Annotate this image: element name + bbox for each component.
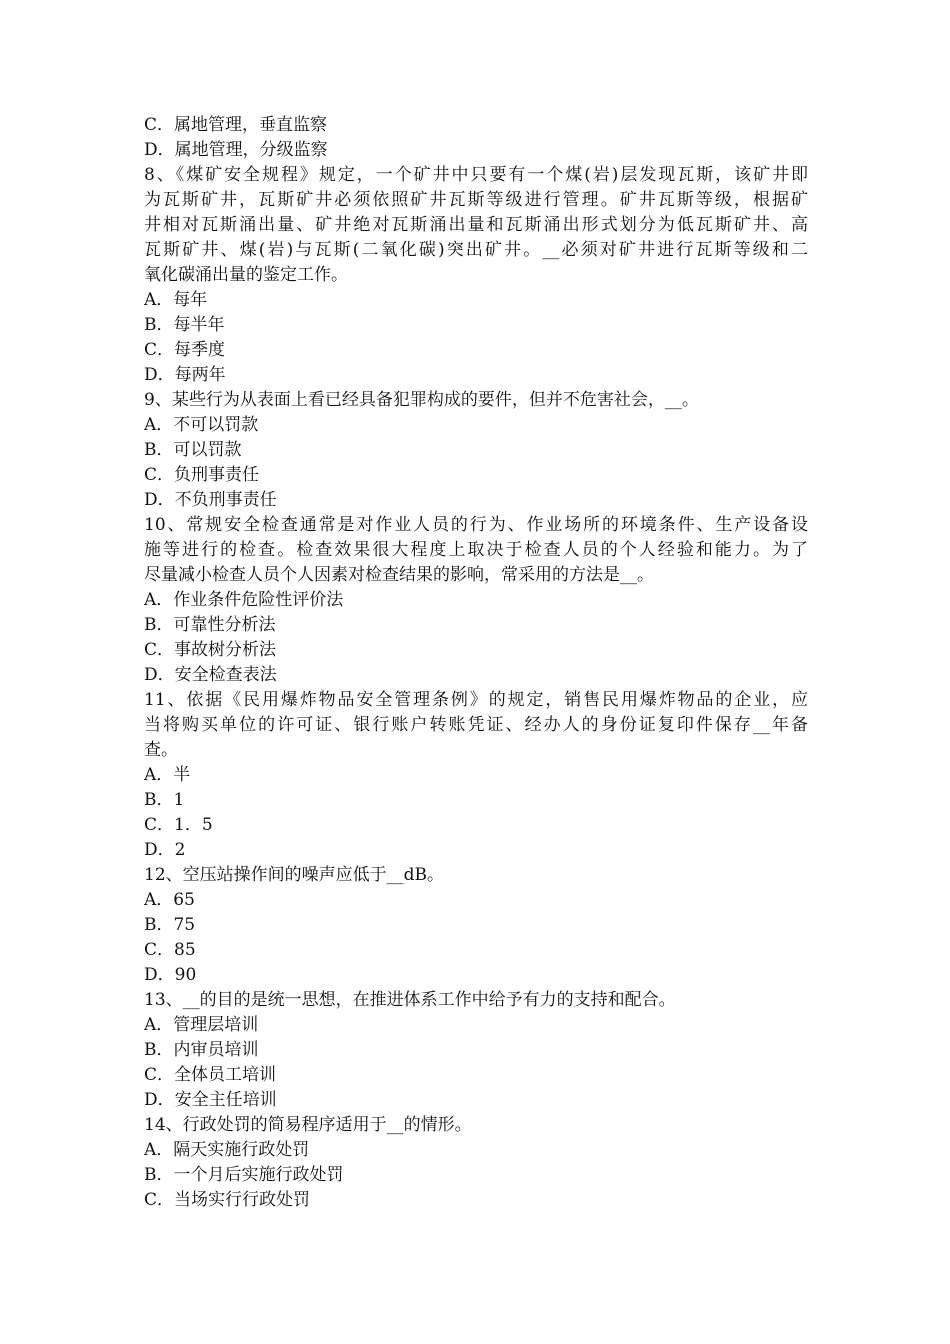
option-d: D．2	[144, 840, 186, 860]
option-d: D．每两年	[144, 365, 226, 385]
question-stem-line: 14、行政处罚的简易程序适用于__的情形。	[144, 1115, 472, 1135]
option-b: B．可靠性分析法	[144, 615, 276, 635]
question-stem-line: 为瓦斯矿井，瓦斯矿井必须依照矿井瓦斯等级进行管理。矿井瓦斯等级，根据矿	[144, 190, 808, 210]
question-12	[144, 863, 808, 988]
question-14	[144, 1113, 808, 1213]
option-c: C．事故树分析法	[144, 640, 277, 660]
option-a: A．每年	[144, 290, 208, 310]
option-c: C．85	[144, 940, 196, 960]
question-stem-line: 11、依据《民用爆炸物品安全管理条例》的规定，销售民用爆炸物品的企业，应	[144, 690, 808, 710]
question-10	[144, 513, 808, 688]
option-a: A．65	[144, 890, 195, 910]
option-a: A．不可以罚款	[144, 415, 259, 435]
option-c: C．每季度	[144, 340, 226, 360]
option-b: B．一个月后实施行政处罚	[144, 1165, 344, 1185]
question-stem-line: 查。	[144, 740, 178, 760]
question-stem-line: 瓦斯矿井、煤(岩)与瓦斯(二氧化碳)突出矿井。__必须对矿井进行瓦斯等级和二	[144, 240, 808, 260]
option-d: D．安全主任培训	[144, 1090, 277, 1110]
option-c: C．当场实行行政处罚	[144, 1190, 311, 1210]
question-8	[144, 163, 808, 388]
option-a: A．半	[144, 765, 191, 785]
option-d: D．不负刑事责任	[144, 490, 277, 510]
option-a: A．作业条件危险性评价法	[144, 590, 344, 610]
question-stem-line: 8、《煤矿安全规程》规定，一个矿井中只要有一个煤(岩)层发现瓦斯，该矿井即	[144, 165, 808, 185]
question-stem-line: 10、常规安全检查通常是对作业人员的行为、作业场所的环境条件、生产设备设	[144, 515, 808, 535]
option-c: C．负刑事责任	[144, 465, 260, 485]
question-stem-line: 9、某些行为从表面上看已经具备犯罪构成的要件，但并不危害社会，__。	[144, 390, 699, 410]
option-b: B．每半年	[144, 315, 225, 335]
question-stem-line: 氧化碳涌出量的鉴定工作。	[144, 265, 348, 285]
option-c: C．全体员工培训	[144, 1065, 277, 1085]
option-d: D．90	[144, 965, 197, 985]
question-stem-line: 12、空压站操作间的噪声应低于__dB。	[144, 865, 445, 885]
option-b: B．75	[144, 915, 196, 935]
continued-options	[144, 113, 808, 163]
question-stem-line: 当将购买单位的许可证、银行账户转账凭证、经办人的身份证复印件保存__年备	[144, 715, 808, 735]
option-b: B．内审员培训	[144, 1040, 259, 1060]
option-d: D．属地管理，分级监察	[144, 140, 328, 160]
option-d: D．安全检查表法	[144, 665, 277, 685]
option-a: A．管理层培训	[144, 1015, 259, 1035]
question-stem-line: 施等进行的检查。检查效果很大程度上取决于检查人员的个人经验和能力。为了	[144, 540, 808, 560]
document-page	[144, 113, 808, 1213]
option-c: C．1．5	[144, 815, 213, 835]
option-c: C．属地管理，垂直监察	[144, 115, 328, 135]
question-9	[144, 388, 808, 513]
question-stem-line: 井相对瓦斯涌出量、矿井绝对瓦斯涌出量和瓦斯涌出形式划分为低瓦斯矿井、高	[144, 215, 808, 235]
question-stem-line: 尽量减小检查人员个人因素对检查结果的影响，常采用的方法是__。	[144, 565, 654, 585]
option-a: A．隔天实施行政处罚	[144, 1140, 310, 1160]
question-11	[144, 688, 808, 863]
question-13	[144, 988, 808, 1113]
option-b: B．可以罚款	[144, 440, 242, 460]
option-b: B．1	[144, 790, 185, 810]
question-stem-line: 13、__的目的是统一思想，在推进体系工作中给予有力的支持和配合。	[144, 990, 676, 1010]
